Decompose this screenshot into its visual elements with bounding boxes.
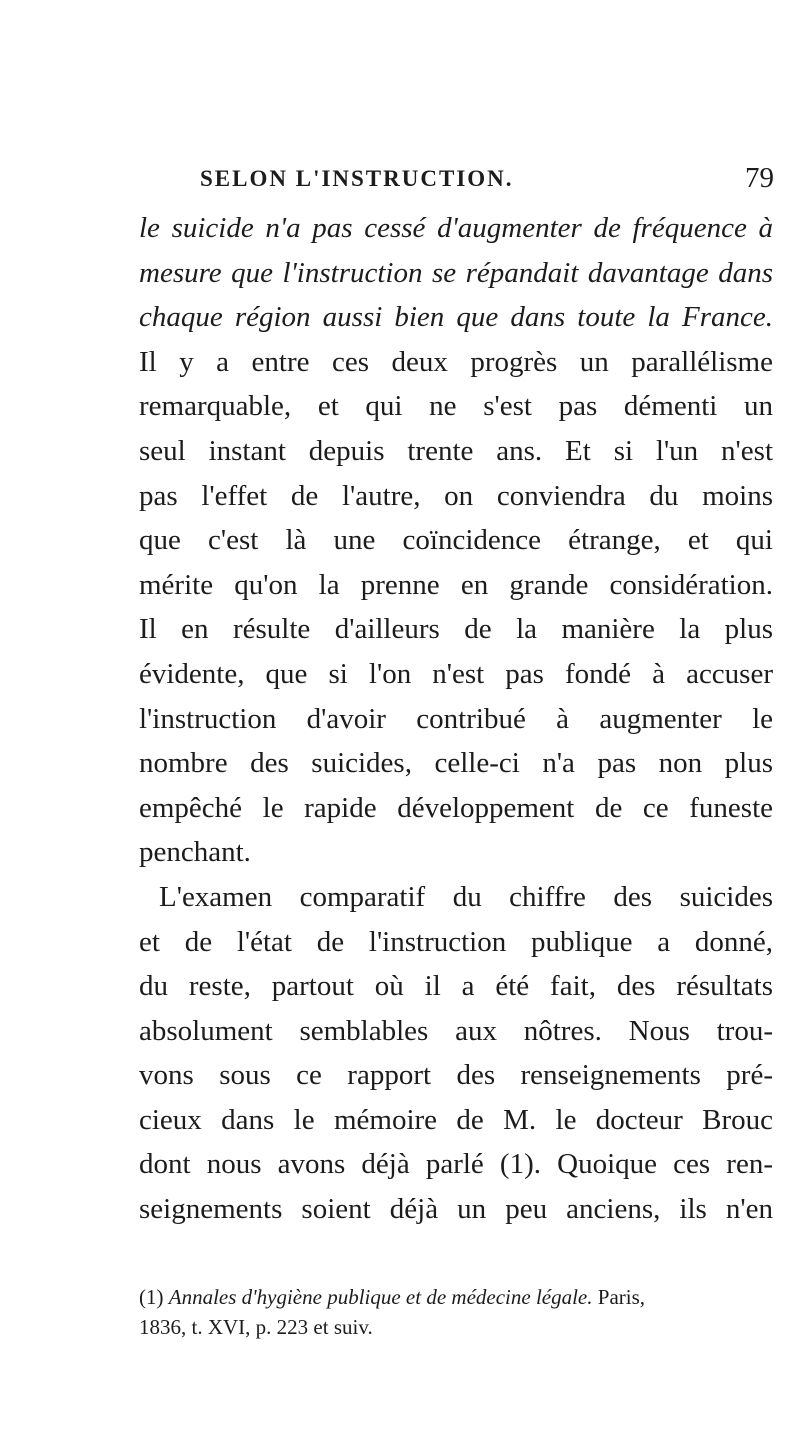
text-line: l'instruction d'avoir contribué à augmenter le — [139, 702, 773, 735]
page-number: 79 — [745, 162, 774, 194]
footnote — [139, 1282, 773, 1342]
text-line: cieux dans le mémoire de M. le docteur Brouc — [139, 1103, 773, 1136]
text-line: mesure que l'instruction se répandait davantage dans — [139, 256, 773, 289]
text-line: penchant. — [139, 836, 251, 869]
text-line: pas l'effet de l'autre, on conviendra du moins — [139, 479, 773, 512]
footnote-line — [139, 1282, 773, 1312]
text-line: Il y a entre ces deux progrès un parallélisme — [139, 345, 773, 378]
text-line: seignements soient déjà un peu anciens, ils n'en — [139, 1193, 773, 1226]
footnote-source-title: Annales d'hygiène publique et de médecine légale. — [168, 1285, 593, 1309]
text-line: mérite qu'on la prenne en grande considération. — [139, 568, 773, 601]
text-line: et de l'état de l'instruction publique a donné, — [139, 925, 773, 958]
text-line: nombre des suicides, celle-ci n'a pas non plus — [139, 747, 773, 780]
text-line: dont nous avons déjà parlé (1). Quoique ces ren- — [139, 1148, 773, 1181]
text-line: Il en résulte d'ailleurs de la manière la plus — [139, 613, 773, 646]
text-line: L'examen comparatif du chiffre des suicides — [159, 880, 773, 913]
text-line: du reste, partout où il a été fait, des résultats — [139, 970, 773, 1003]
text-line: remarquable, et qui ne s'est pas démenti un — [139, 390, 773, 423]
footnote-line: 1836, t. XVI, p. 223 et suiv. — [139, 1315, 373, 1339]
body-text — [139, 206, 773, 1232]
footnote-marker: (1) — [139, 1285, 164, 1309]
text-line: vons sous ce rapport des renseignements pré- — [139, 1059, 773, 1092]
text-line: le suicide n'a pas cessé d'augmenter de fréquence à — [139, 212, 773, 244]
text-line: que c'est là une coïncidence étrange, et qui — [139, 524, 773, 557]
running-head — [200, 162, 774, 202]
text-line: empêché le rapide développement de ce funeste — [139, 791, 773, 824]
running-head-title: SELON L'INSTRUCTION. — [200, 166, 514, 191]
text-line: évidente, que si l'on n'est pas fondé à accuser — [139, 657, 773, 690]
footnote-place: Paris, — [592, 1285, 646, 1309]
text-line: chaque région aussi bien que dans toute la France. — [139, 301, 773, 334]
text-line: absolument semblables aux nôtres. Nous trou- — [139, 1014, 773, 1047]
text-line: seul instant depuis trente ans. Et si l'un n'est — [139, 434, 773, 467]
